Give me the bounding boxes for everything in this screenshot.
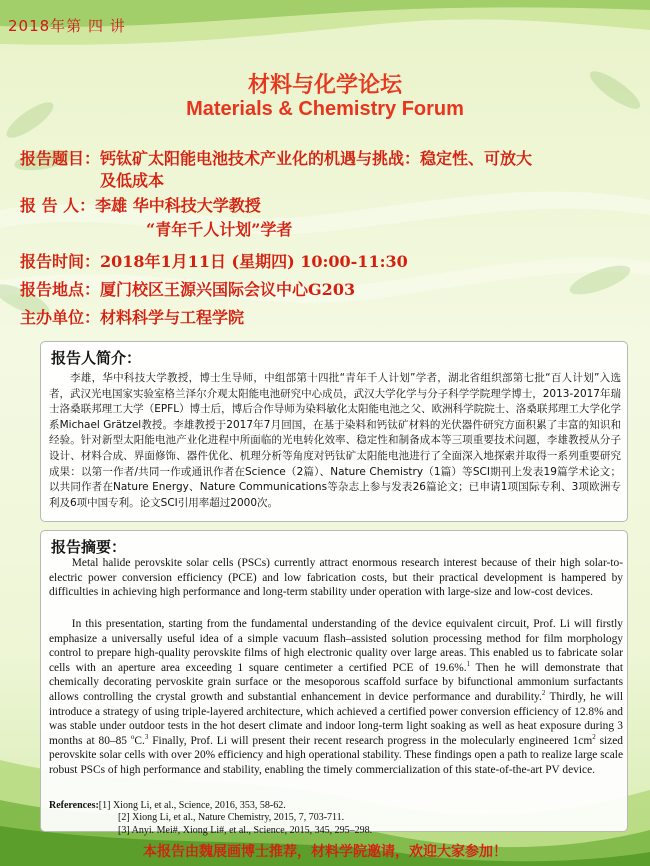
reference-1-line <box>49 800 372 812</box>
series-tag: 2018年第 四 讲 <box>8 17 126 35</box>
ref-superscript-3: 3 <box>144 732 149 741</box>
forum-title-cn: 材料与化学论坛 <box>247 73 402 98</box>
speaker-line1: 李雄 华中科技大学教授 <box>95 196 261 215</box>
time-value: 2018年1月11日 (星期四) 10:00-11:30 <box>100 252 408 271</box>
speaker-line2-row <box>146 217 292 240</box>
topic-row <box>20 146 532 169</box>
topic-line1: 钙钛矿太阳能电池技术产业化的机遇与挑战：稳定性、可放大 <box>100 149 533 168</box>
topic-line2-row <box>100 168 164 191</box>
abstract-p2-part-c: Thirdly, he will introduce a strategy of using triple-layered architecture, which achieved a certified power conversion efficiency of 12.8% and was stable under outdoor tests in the hot desert climate and indoor long-term light soaking as well as heat exposure during 3 months at 80–85 <box>49 690 623 747</box>
reference-item: [2] Xiong Li, et al., Nature Chemistry, 2015, 7, 703-711. <box>118 812 345 824</box>
abstract-box <box>40 530 628 836</box>
footer-invitation: 本报告由魏展画博士推荐，材料学院邀请，欢迎大家参加！ <box>143 844 507 860</box>
reference-item: [1] Xiong Li, et al., Science, 2016, 353, 58-62. <box>98 800 286 811</box>
topic-line2: 及低成本 <box>100 171 165 190</box>
abstract-paragraph-2 <box>49 617 623 778</box>
speaker-row <box>20 193 261 216</box>
abstract-p2-part-d: C. <box>134 734 145 747</box>
abstract-paragraph-1: Metal halide perovskite solar cells (PSCs) currently attract enormous research interest because of their high solar-to-electric power conversion efficiency (PCE) and low fabrication costs, but their practical development is hampered by difficulties in achieving high performance and long-term stability under operation with large-size and low-cost devices. <box>49 557 623 599</box>
references <box>49 800 372 837</box>
host-row <box>20 305 244 328</box>
abstract-p2-part-e: Finally, Prof. Li will present their recent research progress in the molecularly engineered 1cm <box>148 734 593 747</box>
host-label: 主办单位： <box>20 308 101 327</box>
place-label: 报告地点： <box>20 280 101 299</box>
place-row <box>20 277 355 300</box>
topic-label: 报告题目： <box>20 149 101 168</box>
time-label: 报告时间： <box>20 252 101 271</box>
bio-text: 李雄，华中科技大学教授，博士生导师，中组部第十四批“青年千人计划”学者，湖北省组织部第七批“百人计划”入选者，武汉光电国家实验室格兰泽尔介观太阳能电池研究中心成员，武汉大学化学与分子科学学院理学博士，2013-2017年瑞士洛桑联邦理工大学（EPFL）博士后，博后合作导师为染料敏化太阳能电池之父、欧洲科学院院士、洛桑联邦理工大学化学系Michael Grätzel教授。李雄教授于2017年7月回国，在基于染料和钙钛矿材料的光伏器件研究方面积累了丰富的知识和经验。针对新型太阳能电池产业化进程中所面临的光电转化效率、稳定性和制备成本等三项重要技术问题，李雄教授从分子设计、材料合成、界面修饰、器件优化、机理分析等角度对钙钛矿太阳能电池进行了全面深入地探索并取得一系列重要研究成果：以第一作者/共同一作或通讯作者在Science（2篇）、Nature Chemistry（1篇）等SCI期刊上发表19篇学术论文；以共同作者在Nature Energy、Nature Communications等杂志上参与发表26篇论文；已申请1项国际专利、3项欧洲专利及6项中国专利。论文SCI引用率超过2000次。 <box>49 372 621 509</box>
bio-box <box>40 341 628 522</box>
time-row <box>20 249 408 272</box>
references-label: References: <box>49 800 99 811</box>
ref-superscript-1: 1 <box>466 659 471 668</box>
degree-superscript: o <box>130 732 135 741</box>
speaker-label: 报 告 人： <box>20 196 96 215</box>
abstract-p2-part-f: sized perovskite solar cells with over 20% efficiency and high operational stability. These findings open a path to realize large scale robust PSCs of high performance and stability, enabling the timely commercialization of this state-of-the-art PV device. <box>49 734 623 776</box>
abstract-heading: 报告摘要： <box>51 538 127 556</box>
forum-title-en: Materials & Chemistry Forum <box>186 98 464 120</box>
speaker-line2: “青年千人计划”学者 <box>146 220 293 239</box>
host-value: 材料科学与工程学院 <box>100 308 245 327</box>
abstract-p2-part-b: Then he will demonstrate that chemically decorating pervoskite grain surface or the mesoporous scaffold surface by bifunctional ammonium surfactants allows controlling the crystal growth and substantial enhancement in device performance and durability. <box>49 661 623 703</box>
abstract-p2-part-a: In this presentation, starting from the fundamental understanding of the device equivalent circuit, Prof. Li will firstly emphasize a universally useful idea of a simple vacuum flash–assisted solution processing method for film morphology control to prepare high-quality perovskite films of high electronic quality over large areas. This enabled us to fabricate solar cells with an aperture area exceeding 1 square centimeter a certified PCE of 19.6%. <box>49 618 623 674</box>
square-superscript: 2 <box>592 732 596 741</box>
bio-heading: 报告人简介： <box>51 349 142 367</box>
ref-superscript-2: 2 <box>541 689 546 698</box>
place-value: 厦门校区王源兴国际会议中心G203 <box>100 280 356 299</box>
reference-item: [3] Anyi. Mei#, Xiong Li#, et al., Science, 2015, 345, 295–298. <box>118 824 373 836</box>
